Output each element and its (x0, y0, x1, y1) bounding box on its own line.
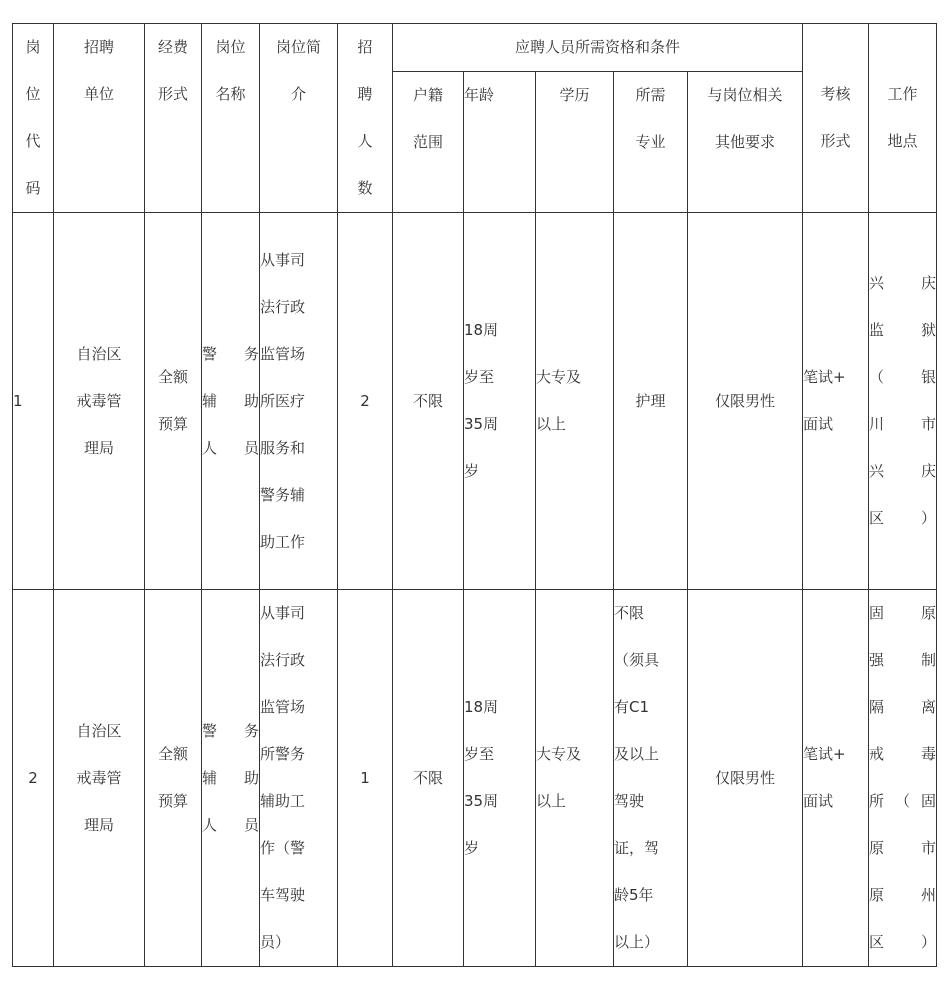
row-code: 1 (13, 213, 54, 590)
row-code: 2 (13, 590, 54, 967)
row-count: 2 (338, 213, 393, 590)
header-count: 招 聘 人 数 (338, 24, 393, 213)
row-hukou: 不限 (393, 590, 464, 967)
row-education: 大专及 以上 (536, 213, 614, 590)
row-location: 兴庆 监狱 （银 川市 兴庆 区） (869, 213, 937, 590)
row-funding: 全额 预算 (145, 590, 202, 967)
header-location: 工作 地点 (869, 24, 937, 213)
table-row (13, 213, 937, 590)
row-hukou: 不限 (393, 213, 464, 590)
header-position: 岗位 名称 (202, 24, 260, 213)
row-education: 大专及 以上 (536, 590, 614, 967)
row-major: 护理 (614, 213, 688, 590)
row-other: 仅限男性 (688, 590, 803, 967)
row-exam: 笔试+ 面试 (803, 590, 869, 967)
row-count: 1 (338, 590, 393, 967)
header-age: 年龄 (464, 72, 536, 213)
header-requirements-group: 应聘人员所需资格和条件 (393, 24, 803, 72)
row-position: 警务 辅助 人员 (202, 213, 260, 590)
header-major: 所需 专业 (614, 72, 688, 213)
row-other: 仅限男性 (688, 213, 803, 590)
row-exam: 笔试+ 面试 (803, 213, 869, 590)
header-unit: 招聘 单位 (54, 24, 145, 213)
header-hukou: 户籍 范围 (393, 72, 464, 213)
row-funding: 全额 预算 (145, 213, 202, 590)
row-unit: 自治区 戒毒管 理局 (54, 590, 145, 967)
recruitment-table (12, 23, 937, 967)
row-unit: 自治区 戒毒管 理局 (54, 213, 145, 590)
header-other: 与岗位相关 其他要求 (688, 72, 803, 213)
header-row-1 (13, 24, 937, 72)
row-major: 不限 （须具 有C1 及以上 驾驶 证，驾 龄5年 以上） (614, 590, 688, 967)
header-exam: 考核 形式 (803, 24, 869, 213)
row-position: 警务 辅助 人员 (202, 590, 260, 967)
row-age: 18周 岁至 35周 岁 (464, 213, 536, 590)
row-intro: 从事司 法行政 监管场 所警务 辅助工 作（警 车驾驶 员） (260, 590, 338, 967)
header-funding: 经费 形式 (145, 24, 202, 213)
row-age: 18周 岁至 35周 岁 (464, 590, 536, 967)
header-education: 学历 (536, 72, 614, 213)
row-location: 固原 强制 隔离 戒毒 所（固 原市 原州 区） (869, 590, 937, 967)
table-row (13, 590, 937, 967)
row-intro: 从事司 法行政 监管场 所医疗 服务和 警务辅 助工作 (260, 213, 338, 590)
header-intro: 岗位简 介 (260, 24, 338, 213)
header-code: 岗 位 代 码 (13, 24, 54, 213)
